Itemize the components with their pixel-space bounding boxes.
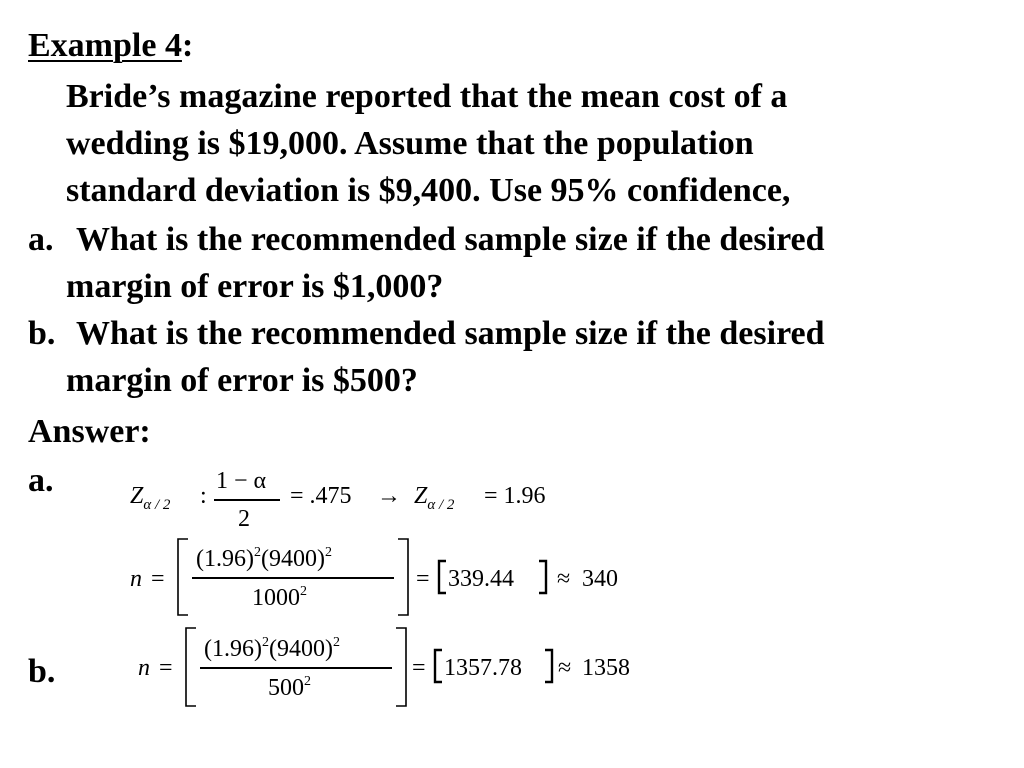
problem-line-1: Bride’s magazine reported that the mean cost of a xyxy=(66,78,788,115)
z-arrow: → xyxy=(377,483,401,509)
n-a-value: 339.44 xyxy=(448,566,514,592)
n-b-equals-2: = xyxy=(412,655,426,681)
z-symbol: $Z_{\alpha / 2}$ xyxy=(130,483,171,513)
part-a-line-2: margin of error is $1,000? xyxy=(66,268,444,305)
n-b-result: 1358 xyxy=(582,655,630,681)
example-title-label: Example 4 xyxy=(28,27,182,64)
z-denominator: 2 xyxy=(238,506,250,532)
part-b-line-2: margin of error is $500? xyxy=(66,362,418,399)
n-a-fraction-bar xyxy=(192,577,394,579)
example-title xyxy=(28,22,193,69)
n-b-approx: ≈ xyxy=(558,655,572,681)
n-b-numerator: $(1.96)^2(9400)^2$ xyxy=(204,635,340,662)
n-a-right-bracket xyxy=(396,538,410,616)
z-equals-result: = 1.96 xyxy=(484,483,546,509)
n-a-value-left-bracket xyxy=(437,560,447,594)
n-b-equals: = xyxy=(159,655,173,681)
z-numerator: 1 − α xyxy=(216,468,267,494)
part-b-line-1: What is the recommended sample size if the desired xyxy=(76,315,825,352)
n-a-symbol: n xyxy=(130,566,142,592)
answer-a-label: a. xyxy=(28,462,54,499)
n-a-equals-2: = xyxy=(416,566,430,592)
z-alpha-sub-2: α / 2 xyxy=(427,497,455,513)
example-title-colon: : xyxy=(181,27,194,64)
n-b-value-right-bracket xyxy=(544,649,554,683)
n-b-value-left-bracket xyxy=(433,649,443,683)
part-b-label: b. xyxy=(28,315,56,352)
z-symbol-2: $Z_{\alpha / 2}$ xyxy=(414,483,455,513)
problem-line-3: standard deviation is $9,400. Use 95% confidence, xyxy=(66,172,791,209)
n-b-right-bracket xyxy=(394,627,408,707)
n-a-value-right-bracket xyxy=(538,560,548,594)
part-a-line-1: What is the recommended sample size if the desired xyxy=(76,221,825,258)
n-b-value: 1357.78 xyxy=(444,655,522,681)
z-alpha-sub: α / 2 xyxy=(143,497,171,513)
n-b-denominator: $500^2$ xyxy=(268,674,311,701)
z-fraction-bar xyxy=(214,499,280,501)
n-a-denominator: 1000$^2$ xyxy=(252,584,307,611)
n-a-approx: ≈ xyxy=(557,566,571,592)
n-b-symbol: n xyxy=(138,655,150,681)
n-b-left-bracket xyxy=(184,627,198,707)
n-a-result: 340 xyxy=(582,566,618,592)
n-b-fraction-bar xyxy=(200,667,392,669)
answer-heading: Answer: xyxy=(28,413,151,450)
problem-line-2: wedding is $19,000. Assume that the population xyxy=(66,125,754,162)
z-equals-value: = .475 xyxy=(290,483,352,509)
n-a-equals: = xyxy=(151,566,165,592)
n-a-numerator: $(1.96)^2(9400)^2$ xyxy=(196,545,332,572)
z-colon: : xyxy=(200,483,207,509)
n-a-left-bracket xyxy=(176,538,190,616)
part-a-label: a. xyxy=(28,221,54,258)
answer-b-label: b. xyxy=(28,653,56,690)
